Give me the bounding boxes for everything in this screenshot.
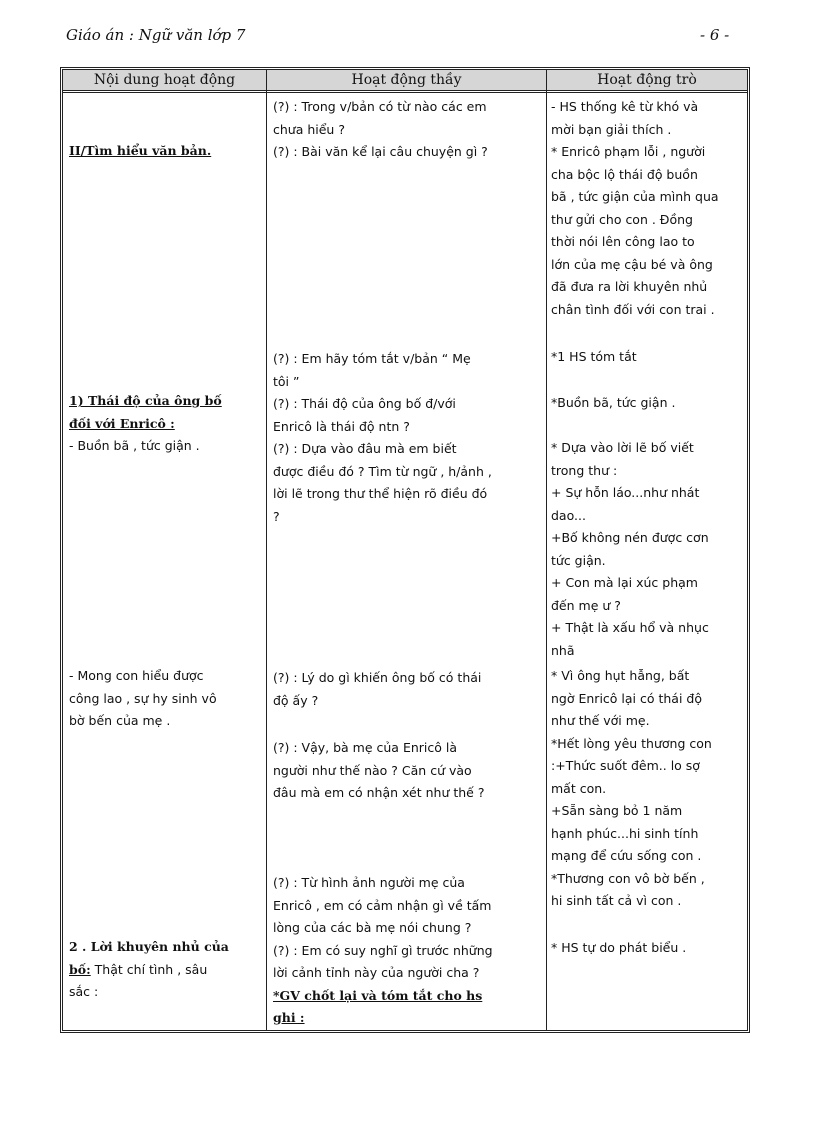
header-divider [63,90,747,93]
teacher-questions-5: (?) : Từ hình ảnh người mẹ của Enricô , em có cảm nhận gì về tấm lòng của các bà mẹ nói chung ? (?) : Em có suy nghĩ gì trước những lời cảnh tỉnh này của người cha ? *GV chốt lại và tóm tắt cho hs ghi : [273,872,543,1030]
student-answers-3: * Vì ông hụt hẫng, bất ngờ Enricô lại có thái độ như thế với mẹ. *Hết lòng yêu thương con :+Thức suốt đêm.. lo sợ mất con. +Sẵn sàng bỏ 1 năm hạnh phúc...hi sinh tính mạng để cứu sống con . *Thương con vô bờ bến , hi sinh tất cả vì con . [551,668,712,908]
student-answer-attitude: *Buồn bã, tức giận . [551,395,676,410]
topic-2-title: 2 . Lời khuyên nhủ của [69,939,229,954]
topic-1-goal: - Mong con hiểu được công lao , sự hy sinh vô bờ bến của mẹ . [69,668,217,728]
student-answers-1: - HS thống kê từ khó và mời bạn giải thích . * Enricô phạm lỗi , người cha bộc lộ thái độ buồn bã , tức giận của mình qua thư gửi cho con . Đồng thời nói lên công lao to lớn của mẹ cậu bé và ông đã đưa ra lời khuyên nhủ chân tình đối với con trai . [551,99,719,317]
topic-1-text: - Buồn bã , tức giận . [69,438,200,453]
teacher-questions-4: (?) : Vậy, bà mẹ của Enricô là người như thế nào ? Căn cứ vào đâu mà em có nhận xét như thế ? [273,740,485,800]
student-answer-free: * HS tự do phát biểu . [551,940,687,955]
column-header-content: Nội dung hoạt động [63,70,266,90]
column-divider [266,70,267,1030]
column-header-student: Hoạt động trò [547,70,747,90]
teacher-questions-2: (?) : Em hãy tóm tắt v/bản “ Mẹ tôi ” (?) : Thái độ của ông bố đ/với Enricô là thái độ ntn ? (?) : Dựa vào đâu mà em biết được điều đó ? Tìm từ ngữ , h/ảnh , lời lẽ trong thư thể hiện rõ điều đó ? [273,351,492,524]
teacher-summary-note: ghi : [273,1010,305,1025]
lesson-table [60,67,750,1033]
section-heading: II/Tìm hiểu văn bản. [69,143,212,158]
topic-1 [69,390,263,458]
column-divider [546,70,547,1030]
student-answer-summary: *1 HS tóm tắt [551,349,637,364]
topic-1-title: đối với Enricô : [69,415,175,431]
teacher-questions-1: (?) : Trong v/bản có từ nào các em chưa hiểu ? (?) : Bài văn kể lại câu chuyện gì ? [273,99,488,159]
column-header-teacher: Hoạt động thầy [267,70,546,90]
page-number: - 6 - [700,26,730,44]
topic-1-title: 1) Thái độ của ông bố [69,393,222,408]
page-header-title: Giáo án : Ngữ văn lớp 7 [66,26,246,44]
topic-2: 2 . Lời khuyên nhủ của bố: Thật chí tình , sâu sắc : [69,936,263,1004]
student-answers-2: * Dựa vào lời lẽ bố viết trong thư : + Sự hỗn láo...như nhát dao... +Bố không nén được cơn tức giận. + Con mà lại xúc phạm đến mẹ ư ? + Thật là xấu hổ và nhục nhã [551,440,709,658]
teacher-questions-3: (?) : Lý do gì khiến ông bố có thái độ ấy ? [273,670,482,708]
teacher-summary-note: *GV chốt lại và tóm tắt cho hs [273,987,483,1003]
